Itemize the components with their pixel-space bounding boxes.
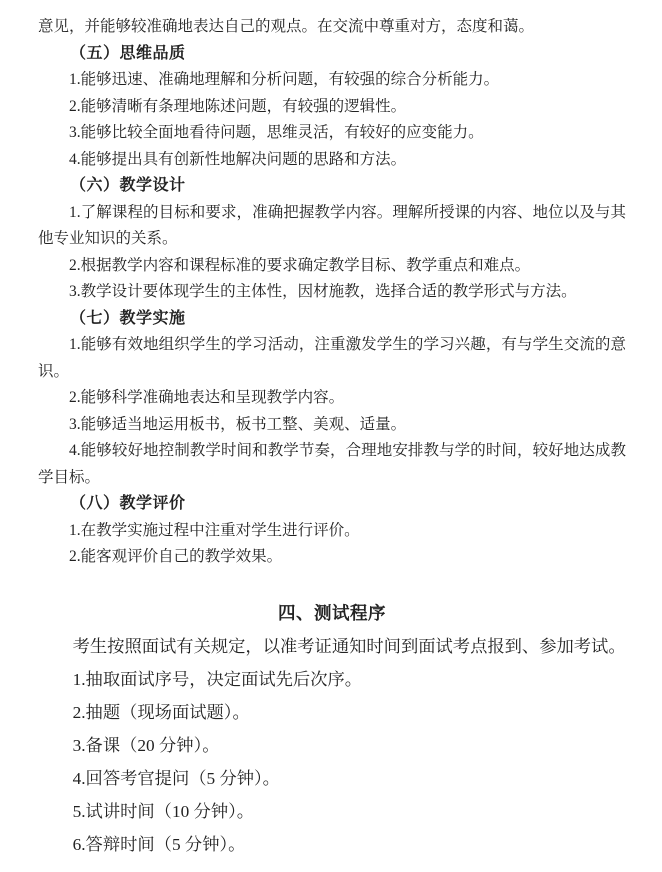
procedure-step: 2.抽题（现场面试题）。: [72, 702, 250, 722]
list-item: 2.能够科学准确地表达和呈现教学内容。: [69, 389, 345, 406]
paragraph-continuation: 意见，并能够较准确地表达自己的观点。在交流中尊重对方，态度和蔼。: [38, 18, 535, 35]
list-item: 4.能够较好地控制教学时间和教学节奏，合理地安排教与学的时间，较好地达成教学目标。: [38, 442, 626, 486]
section-heading-5: （五）思维品质: [70, 44, 186, 62]
procedure-heading: 四、测试程序: [278, 602, 386, 623]
procedure-intro: 考生按照面试有关规定，以准考证通知时间到面试考点报到、参加考试。: [72, 636, 626, 656]
list-item: 4.能够提出具有创新性地解决问题的思路和方法。: [69, 150, 407, 168]
list-item: 3.教学设计要体现学生的主体性，因材施教，选择合适的教学形式与方法。: [69, 283, 577, 300]
procedure-step: 3.备课（20 分钟）。: [72, 735, 220, 755]
list-item: 1.在教学实施过程中注重对学生进行评价。: [69, 521, 360, 539]
list-item: 1.了解课程的目标和要求，准确把握教学内容。理解所授课的内容、地位以及与其他专业知识的关系。: [38, 203, 626, 247]
procedure-step: 5.试讲时间（10 分钟）。: [72, 801, 255, 821]
section-heading-6: （六）教学设计: [70, 177, 186, 194]
list-item: 1.能够有效地组织学生的学习活动，注重激发学生的学习兴趣，有与学生交流的意识。: [38, 336, 626, 380]
section-heading-8: （八）教学评价: [70, 495, 186, 512]
procedure-step: 6.答辩时间（5 分钟）。: [72, 834, 246, 854]
list-item: 3.能够比较全面地看待问题，思维灵活，有较好的应变能力。: [69, 124, 484, 141]
list-item: 2.根据教学内容和课程标准的要求确定教学目标、教学重点和难点。: [69, 256, 531, 274]
procedure-step: 4.回答考官提问（5 分钟）。: [72, 768, 280, 788]
list-item: 3.能够适当地运用板书，板书工整、美观、适量。: [69, 415, 407, 433]
procedure-step: 1.抽取面试序号，决定面试先后次序。: [72, 669, 363, 689]
list-item: 1.能够迅速、准确地理解和分析问题，有较强的综合分析能力。: [69, 71, 500, 88]
section-heading-7: （七）教学实施: [70, 309, 186, 327]
list-item: 2.能客观评价自己的教学效果。: [69, 548, 283, 565]
list-item: 2.能够清晰有条理地陈述问题，有较强的逻辑性。: [69, 97, 407, 115]
